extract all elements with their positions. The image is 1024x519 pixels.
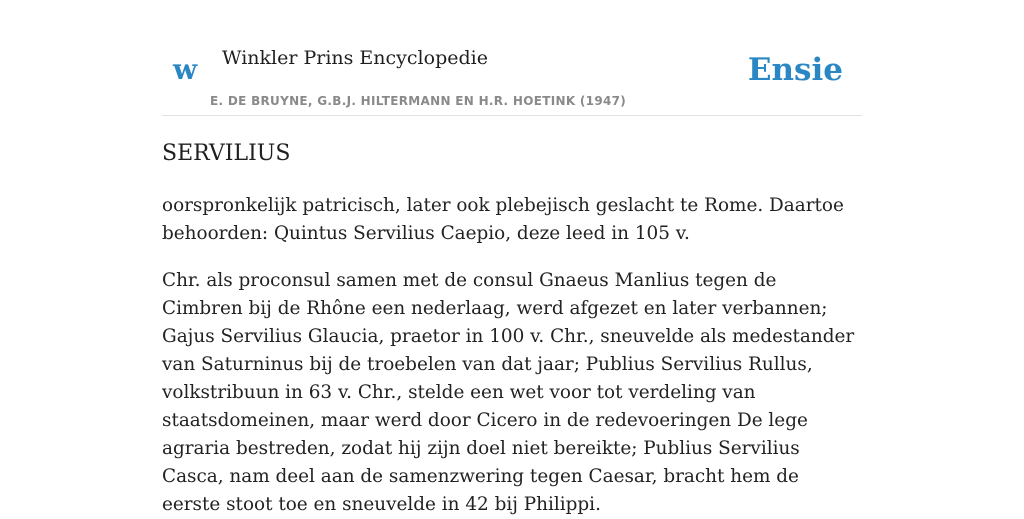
- entry-title: SERVILIUS: [162, 141, 291, 166]
- entry-paragraph: oorspronkelijk patricisch, later ook plebejisch geslacht te Rome. Daartoe behoorden: Quintus Servilius Caepio, deze leed in 105 v.: [162, 195, 844, 244]
- entry-card: [162, 0, 862, 515]
- publication-header: [162, 0, 862, 116]
- entry-paragraph: Chr. als proconsul samen met de consul Gnaeus Manlius tegen de Cimbren bij de Rhône een nederlaag, werd afgezet en later verbannen; Gajus Servilius Glaucia, praetor in 100 v. Chr., sneuvelde als medestander van Saturninus bij de troebelen van dat jaar; Publius Servilius Rullus, volkstribuun in 63 v. Chr., stelde een wet voor tot verdeling van staatsdomeinen, maar werd door Cicero in de redevoeringen De lege agraria bestreden, zodat hij zijn doel niet bereikte; Publius Servilius Casca, nam deel aan de samenzwering tegen Caesar, bracht hem de eerste stoot toe en sneuvelde in 42 bij Philippi.: [162, 270, 855, 515]
- ensie-logo[interactable]: Ensie: [747, 52, 843, 88]
- publication-authors: E. DE BRUYNE, G.B.J. HILTERMANN EN H.R. HOETINK (1947): [210, 94, 627, 108]
- publication-logo[interactable]: w: [173, 53, 198, 86]
- publication-title[interactable]: Winkler Prins Encyclopedie: [222, 47, 488, 69]
